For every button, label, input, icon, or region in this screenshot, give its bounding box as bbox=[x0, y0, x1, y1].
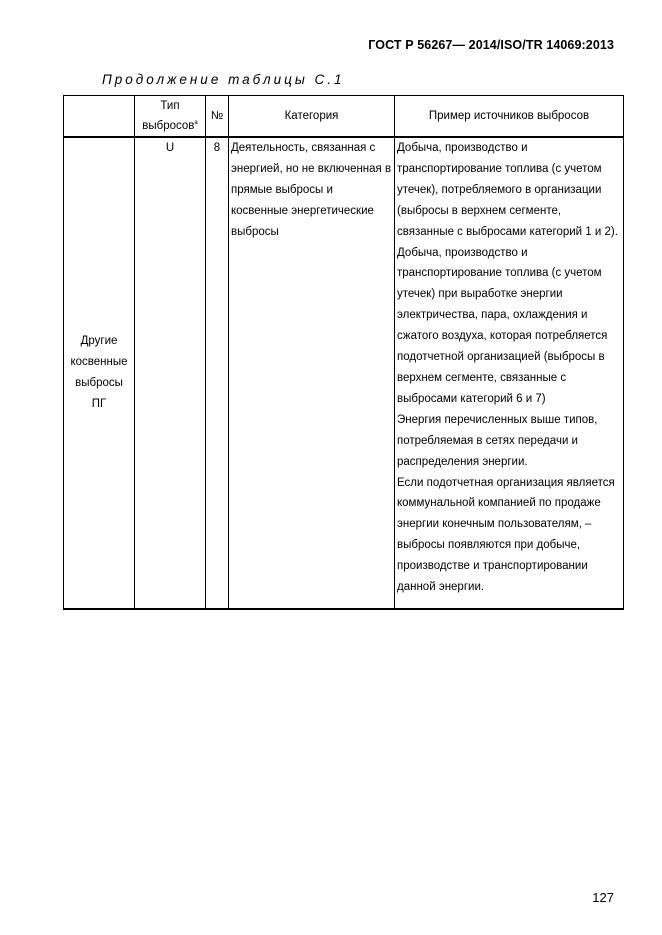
document-header: ГОСТ Р 56267— 2014/ISO/TR 14069:2013 bbox=[368, 38, 614, 52]
example-paragraph: Энергия перечисленных выше типов, потребляемая в сетях передачи и распределения энергии. bbox=[397, 413, 598, 468]
row-number-cell: 8 bbox=[206, 137, 229, 609]
examples-cell bbox=[395, 137, 624, 609]
table-row bbox=[64, 137, 624, 609]
header-number: № bbox=[206, 96, 229, 138]
group-label: Другие косвенные выбросы ПГ bbox=[70, 335, 128, 410]
emission-type-cell: U bbox=[135, 137, 206, 609]
example-paragraph: Добыча, производство и транспортирование топлива (с учетом утечек) при выработке энергии электричества, пара, охлаждения и сжатого воздуха, которая потребляется подотчетной организацией (выбросы в верхнем сегменте, связанные с выбросами категорий 6 и 7) bbox=[397, 246, 608, 405]
group-label-cell bbox=[64, 137, 135, 609]
table-caption: Продолжение таблицы С.1 bbox=[102, 72, 345, 87]
header-emission-type bbox=[135, 96, 206, 138]
emissions-table bbox=[63, 95, 624, 610]
page-number: 127 bbox=[592, 890, 614, 905]
example-paragraph: Если подотчетная организация является коммунальной компанией по продаже энергии конечным пользователям, – выбросы появляются при добыче, производстве и транспортировании данной энергии. bbox=[397, 476, 615, 594]
footnote-marker: а bbox=[194, 120, 198, 127]
header-empty-cell bbox=[64, 96, 135, 138]
category-cell: Деятельность, связанная с энергией, но не включенная в прямые выбросы и косвенные энергетические выбросы bbox=[229, 137, 395, 609]
header-category: Категория bbox=[229, 96, 395, 138]
header-examples: Пример источников выбросов bbox=[395, 96, 624, 138]
header-emission-type-line2: выбросов$^а$ bbox=[142, 120, 198, 132]
example-paragraph: Добыча, производство и транспортирование топлива (с учетом утечек), потребляемого в организации (выбросы в верхнем сегменте, связанные с выбросами категорий 1 и 2). bbox=[397, 142, 618, 238]
header-emission-type-line1: Тип bbox=[160, 100, 180, 112]
table-header-row bbox=[64, 96, 624, 138]
